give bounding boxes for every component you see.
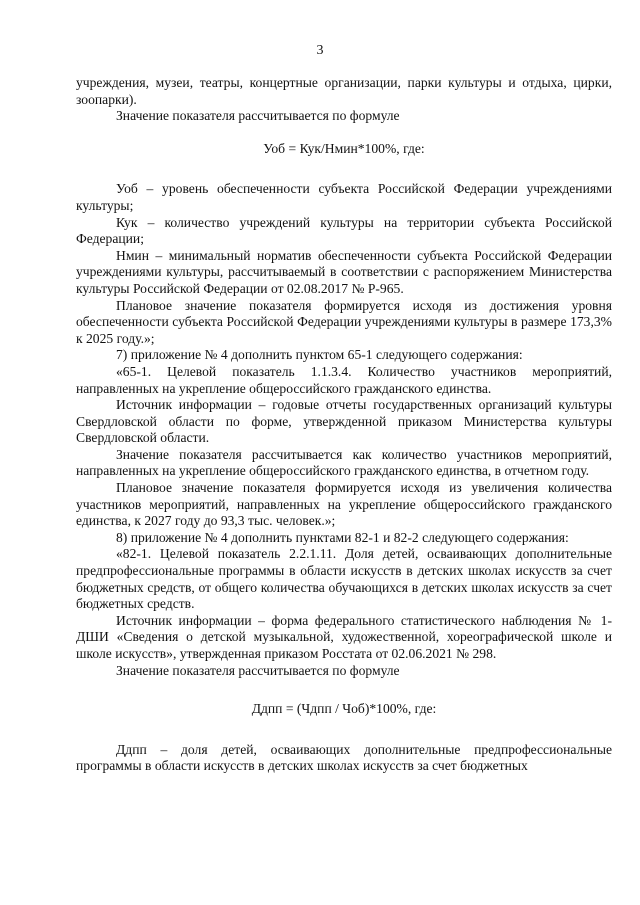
paragraph: Уоб – уровень обеспеченности субъекта Российской Федерации учреждениями культуры;	[76, 181, 612, 213]
paragraph: Источник информации – форма федерального статистического наблюдения № 1-ДШИ «Сведения о детской музыкальной, художественной, хореографической школе и школе искусств», утвержденная приказом Росстата от 02.06.2021 № 298.	[76, 612, 612, 661]
paragraph: Кук – количество учреждений культуры на территории субъекта Российской Федерации;	[76, 214, 612, 247]
paragraph: Ддпп – доля детей, осваивающих дополнительные предпрофессиональные программы в области искусств в детских школах искусств за счет бюджетных	[76, 741, 612, 774]
page-number: 3	[316, 43, 324, 58]
formula: Ддпп = (Чдпп / Чоб)*100%, где:	[251, 701, 437, 717]
paragraph: 8) приложение № 4 дополнить пунктами 82-1 и 82-2 следующего содержания:	[116, 529, 569, 545]
paragraph: Значение показателя рассчитывается как количество участников мероприятий, направленных на укрепление общероссийского гражданского единства, в отчетном году.	[76, 446, 612, 479]
paragraph: Нмин – минимальный норматив обеспеченности субъекта Российской Федерации учреждениями культуры, рассчитываемый в соответствии с распоряжением Министерства культуры Российской Федерации от 02.08.2017 № Р-965.	[76, 247, 612, 296]
document-body	[76, 75, 612, 775]
formula: Уоб = Кук/Нмин*100%, где:	[263, 140, 425, 156]
paragraph: Источник информации – годовые отчеты государственных организаций культуры Свердловской области по форме, утвержденной приказом Министерства культуры Свердловской области.	[76, 397, 612, 446]
paragraph: Плановое значение показателя формируется исходя из достижения уровня обеспеченности субъекта Российской Федерации учреждениями культуры в размере 173,3% к 2025 году.»;	[76, 297, 612, 346]
paragraph: Значение показателя рассчитывается по формуле	[116, 108, 400, 124]
paragraph: Значение показателя рассчитывается по формуле	[116, 662, 400, 678]
paragraph: 7) приложение № 4 дополнить пунктом 65-1 следующего содержания:	[116, 347, 523, 363]
paragraph: «65-1. Целевой показатель 1.1.3.4. Количество участников мероприятий, направленных на укрепление общероссийского гражданского единства.	[76, 363, 612, 396]
paragraph: Плановое значение показателя формируется исходя из увеличения количества участников мероприятий, направленных на укрепление общероссийского гражданского единства, к 2027 году до 93,3 тыс. человек.»;	[76, 480, 612, 529]
paragraph: учреждения, музеи, театры, концертные организации, парки культуры и отдыха, цирки, зоопарки).	[76, 75, 612, 107]
paragraph: «82-1. Целевой показатель 2.2.1.11. Доля детей, осваивающих дополнительные предпрофессиональные программы в области искусств в детских школах искусств за счет бюджетных средств, от общего количества обучающихся в детских школах искусств за счет бюджетных средств.	[76, 546, 612, 612]
